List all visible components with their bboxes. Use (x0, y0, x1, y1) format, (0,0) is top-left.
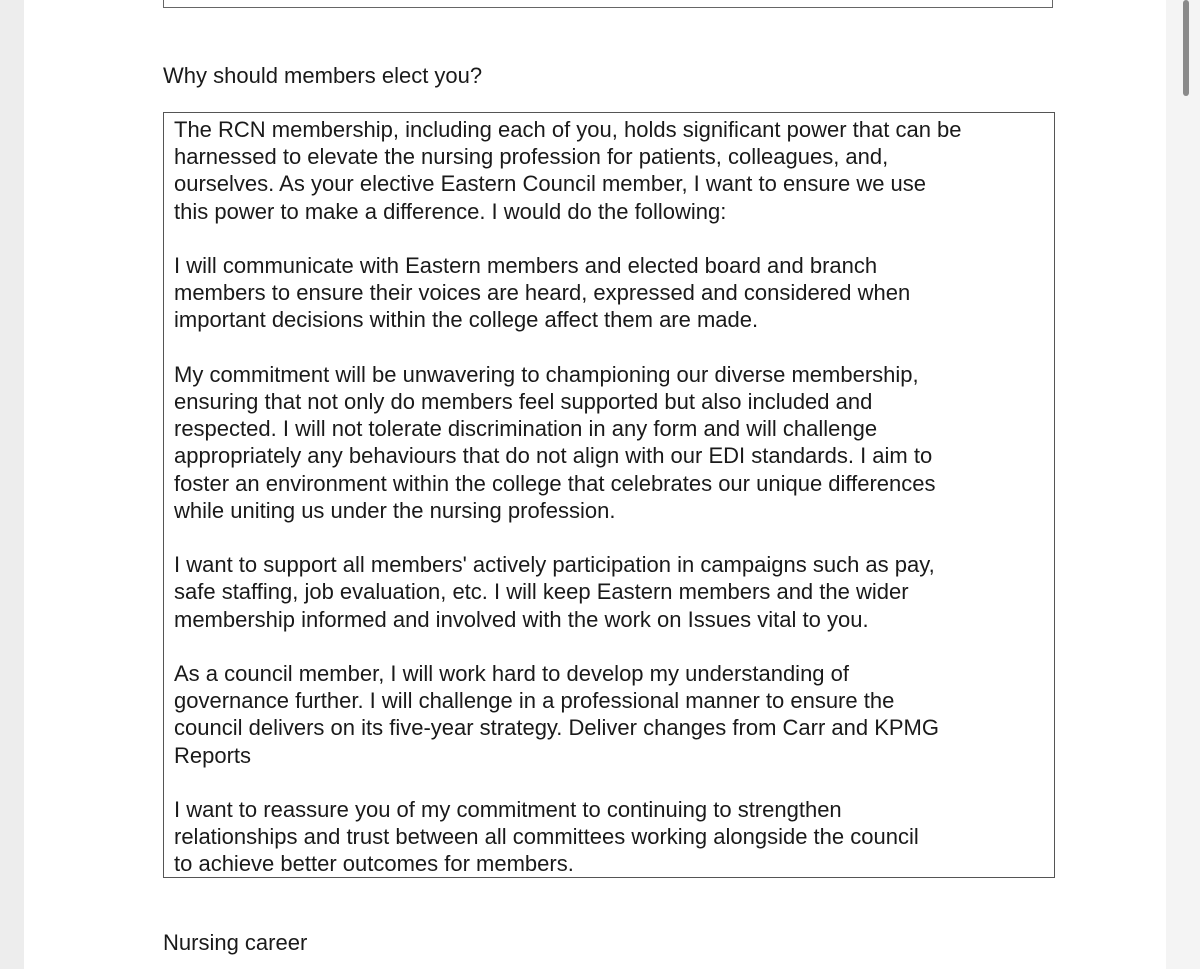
answer-line: Reports (174, 742, 252, 768)
answer-line: foster an environment within the college that celebrates our unique differences (174, 470, 936, 496)
answer-line: The RCN membership, including each of you, holds significant power that can be (174, 117, 962, 142)
document-page (24, 0, 1166, 969)
answer-line: council delivers on its five-year strategy. Deliver changes from Carr and KPMG (174, 715, 939, 741)
answer-paragraph (174, 796, 1044, 878)
answer-line: this power to make a difference. I would do the following: (174, 198, 727, 224)
question-label: Why should members elect you? (163, 63, 483, 88)
answer-box (163, 112, 1055, 878)
answer-line: relationships and trust between all committees working alongside the council (174, 824, 919, 850)
answer-line: ensuring that not only do members feel supported but also included and (174, 389, 873, 414)
answer-line: I will communicate with Eastern members and elected board and branch (174, 253, 878, 278)
answer-paragraph (174, 252, 1044, 334)
answer-line: My commitment will be unwavering to championing our diverse membership, (174, 361, 919, 387)
answer-line: to achieve better outcomes for members. (174, 851, 574, 877)
answer-line: respected. I will not tolerate discrimination in any form and will challenge (174, 416, 878, 442)
answer-line: harnessed to elevate the nursing profession for patients, colleagues, and, (174, 144, 889, 170)
previous-answer-box (163, 0, 1053, 8)
nursing-career-label: Nursing career (163, 930, 308, 955)
answer-line: governance further. I will challenge in a professional manner to ensure the (174, 688, 895, 714)
answer-line: important decisions within the college affect them are made. (174, 307, 759, 333)
answer-paragraph (174, 116, 1044, 225)
answer-line: while uniting us under the nursing profession. (174, 497, 616, 523)
answer-line: ourselves. As your elective Eastern Council member, I want to ensure we use (174, 171, 927, 197)
answer-line: membership informed and involved with the work on Issues vital to you. (174, 606, 869, 632)
scrollbar-thumb[interactable] (1183, 0, 1189, 96)
answer-paragraph (174, 551, 1044, 633)
answer-line: members to ensure their voices are heard, expressed and considered when (174, 280, 911, 306)
answer-paragraph (174, 361, 1044, 524)
scroll-gutter (1166, 0, 1200, 969)
answer-line: safe staffing, job evaluation, etc. I will keep Eastern members and the wider (174, 579, 909, 605)
answer-paragraph (174, 660, 1044, 769)
answer-line: I want to support all members' actively participation in campaigns such as pay, (174, 552, 935, 578)
answer-line: I want to reassure you of my commitment to continuing to strengthen (174, 797, 842, 822)
answer-line: As a council member, I will work hard to develop my understanding of (174, 661, 849, 686)
answer-line: appropriately any behaviours that do not align with our EDI standards. I aim to (174, 443, 933, 469)
